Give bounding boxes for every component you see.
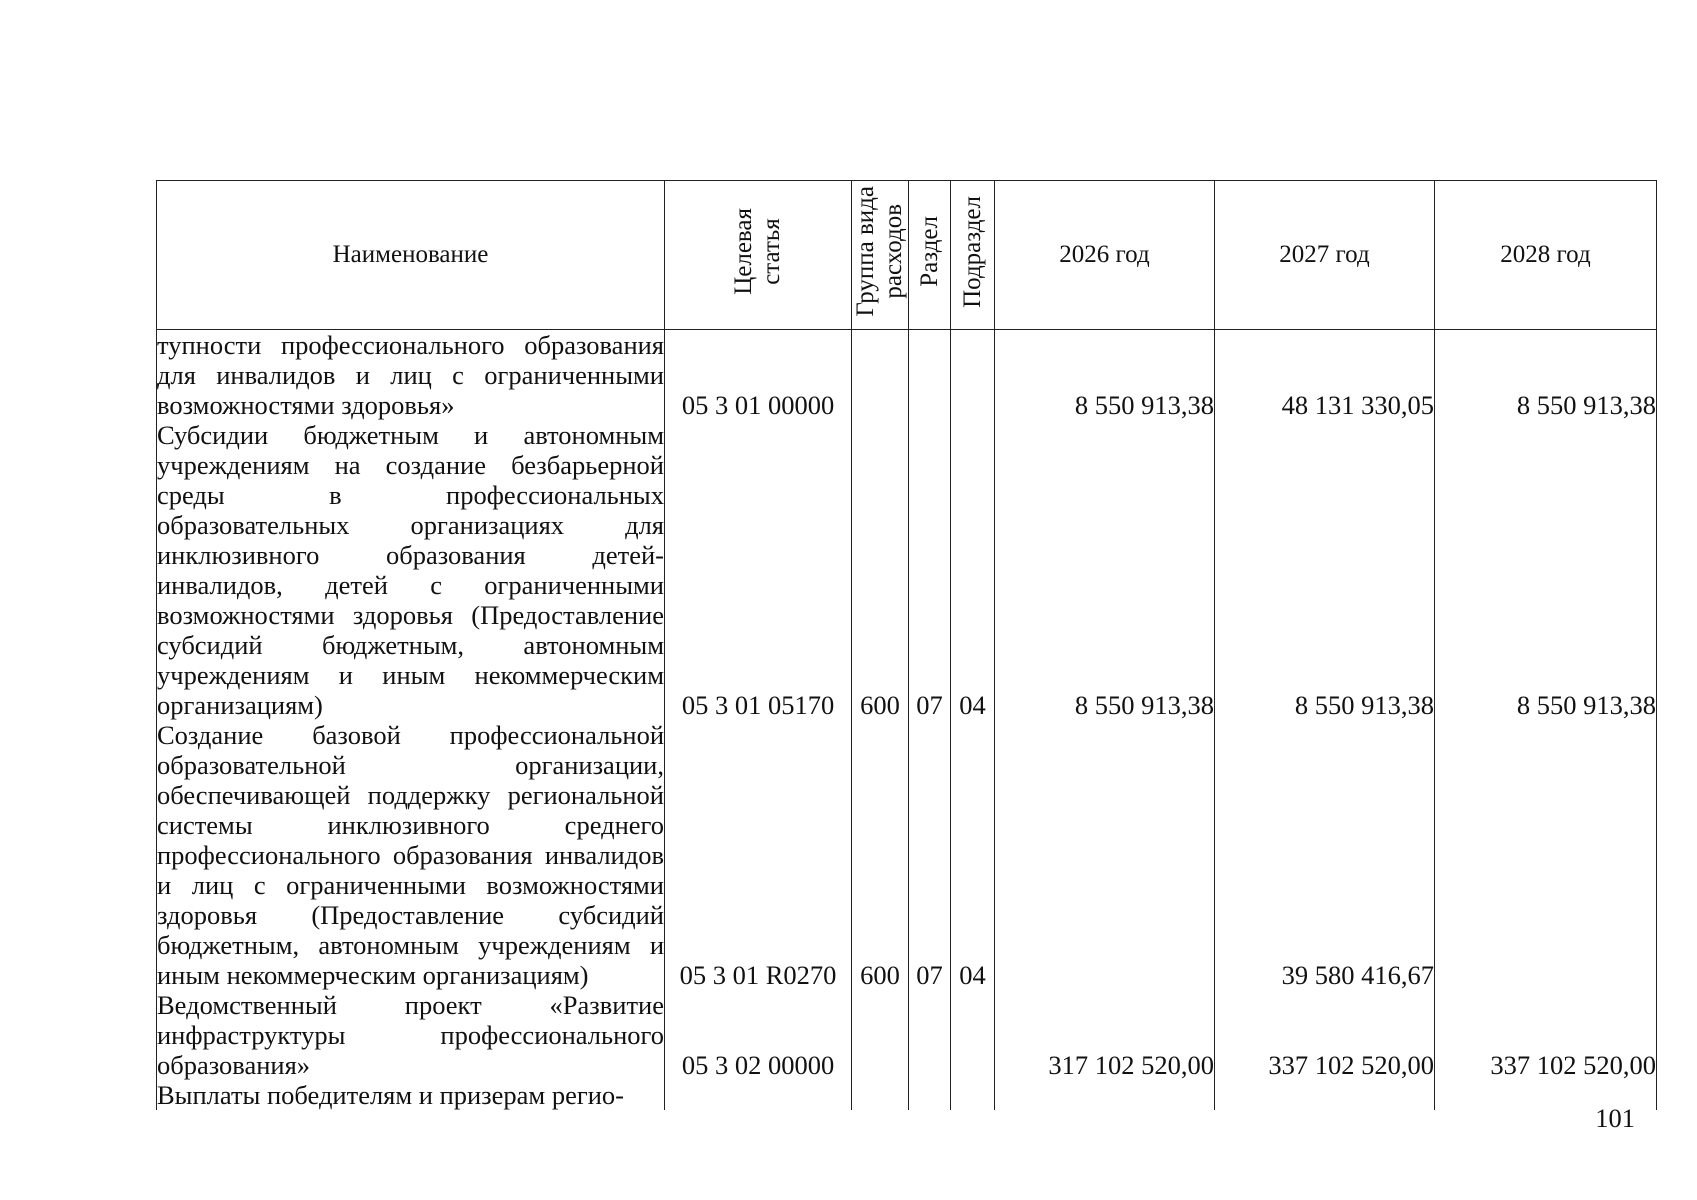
header-section bbox=[909, 181, 951, 330]
row-amount-2027: 48 131 330,05 bbox=[1215, 330, 1435, 421]
row-amount-2026 bbox=[995, 720, 1215, 990]
row-name: Ведомственный проект «Развитие инфраструктуры профессионального образования» bbox=[157, 990, 664, 1080]
row-section: 07 bbox=[909, 420, 951, 720]
header-target-line1: Целевая bbox=[730, 208, 757, 295]
row-target-article: 05 3 02 00000 bbox=[665, 990, 852, 1080]
row-target-article: 05 3 01 05170 bbox=[665, 420, 852, 720]
row-expense-group bbox=[852, 330, 909, 421]
row-name: Выплаты победителям и призерам регио- bbox=[157, 1080, 665, 1110]
row-amount-2027: 8 550 913,38 bbox=[1215, 420, 1435, 720]
row-expense-group bbox=[852, 1080, 909, 1110]
row-name: тупности профессионального образования для инвалидов и лиц с ограниченными возможностями здоровья» bbox=[157, 330, 664, 420]
row-name: Создание базовой профессиональной образовательной организации, обеспечивающей поддержку региональной системы инклюзивного среднего профессионального образования инвалидов и лиц с ограниченными возможностями здоровья (Предоставление субсидий бюджетным, автономным учреждениям и иным некоммерческим организациям) bbox=[157, 720, 664, 990]
header-year-2028: 2028 год bbox=[1435, 181, 1657, 330]
row-section bbox=[909, 330, 951, 421]
row-expense-group: 600 bbox=[852, 420, 909, 720]
row-subsection bbox=[951, 1080, 995, 1110]
header-subsection-label: Подраздел bbox=[958, 195, 986, 308]
header-year-2026: 2026 год bbox=[995, 181, 1215, 330]
row-amount-2028 bbox=[1435, 720, 1657, 990]
row-amount-2028: 337 102 520,00 bbox=[1435, 990, 1657, 1080]
header-group-line2: расходов bbox=[880, 204, 907, 299]
header-target-line2: статья bbox=[758, 218, 785, 285]
header-subsection bbox=[951, 181, 995, 330]
row-target-article bbox=[665, 1080, 852, 1110]
table-row bbox=[157, 330, 1657, 421]
row-amount-2028: 8 550 913,38 bbox=[1435, 420, 1657, 720]
row-expense-group bbox=[852, 990, 909, 1080]
row-target-article: 05 3 01 R0270 bbox=[665, 720, 852, 990]
row-amount-2026: 8 550 913,38 bbox=[995, 420, 1215, 720]
header-name: Наименование bbox=[157, 181, 665, 330]
header-group-line1: Группа вида bbox=[852, 186, 879, 317]
header-section-label: Раздел bbox=[915, 216, 943, 287]
row-amount-2027: 337 102 520,00 bbox=[1215, 990, 1435, 1080]
row-subsection: 04 bbox=[951, 420, 995, 720]
row-amount-2026 bbox=[995, 1080, 1215, 1110]
row-section bbox=[909, 1080, 951, 1110]
table-row bbox=[157, 720, 1657, 990]
table-row bbox=[157, 990, 1657, 1080]
row-target-article: 05 3 01 00000 bbox=[665, 330, 852, 421]
header-row bbox=[157, 181, 1657, 330]
row-section: 07 bbox=[909, 720, 951, 990]
row-expense-group: 600 bbox=[852, 720, 909, 990]
row-amount-2027 bbox=[1215, 1080, 1435, 1110]
row-amount-2028: 8 550 913,38 bbox=[1435, 330, 1657, 421]
table-row bbox=[157, 1080, 1657, 1110]
row-amount-2026: 317 102 520,00 bbox=[995, 990, 1215, 1080]
header-expense-group bbox=[852, 181, 909, 330]
budget-table bbox=[156, 180, 1657, 1110]
row-subsection bbox=[951, 990, 995, 1080]
header-target-article bbox=[665, 181, 852, 330]
page-number: 101 bbox=[1595, 1103, 1635, 1133]
row-amount-2027: 39 580 416,67 bbox=[1215, 720, 1435, 990]
row-subsection bbox=[951, 330, 995, 421]
header-year-2027: 2027 год bbox=[1215, 181, 1435, 330]
row-section bbox=[909, 990, 951, 1080]
row-name: Субсидии бюджетным и автономным учреждениям на создание безбарьерной среды в профессиональных образовательных организациях для инклюзивного образования детей-инвалидов, детей с ограниченными возможностями здоровья (Предоставление субсидий бюджетным, автономным учреждениям и иным некоммерческим организациям) bbox=[157, 420, 664, 720]
row-amount-2026: 8 550 913,38 bbox=[995, 330, 1215, 421]
row-subsection: 04 bbox=[951, 720, 995, 990]
table-row bbox=[157, 420, 1657, 720]
